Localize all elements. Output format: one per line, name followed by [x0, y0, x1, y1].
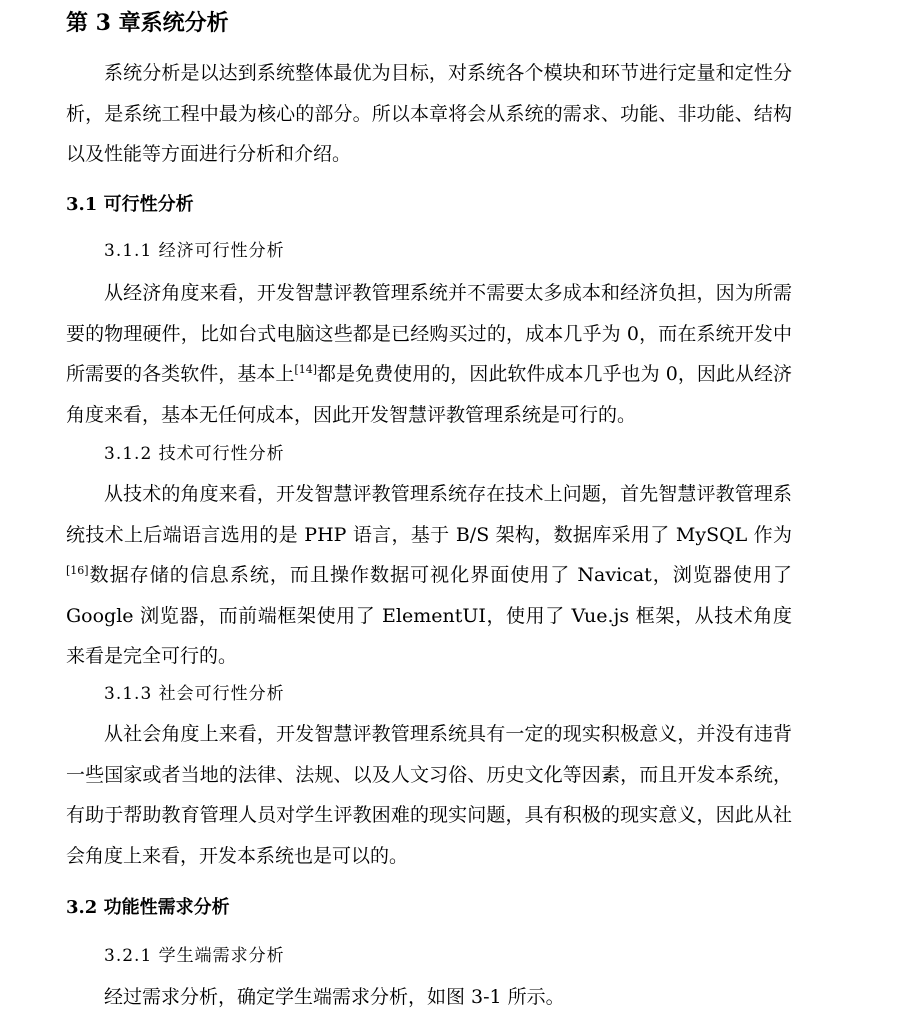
- economic-text-part-2: 都是免费使用的，因此软件成本几乎也为 0，因此从经济角度来看，基本无任何成本，因此开发智慧评教管理系统是可行的。: [66, 363, 792, 426]
- technical-feasibility-paragraph: [66, 474, 792, 677]
- economic-feasibility-paragraph: [66, 273, 792, 435]
- citation-16: [16]: [66, 564, 89, 577]
- chapter-title: 第 3 章系统分析: [66, 10, 229, 36]
- technical-text-part-2: 数据存储的信息系统，而且操作数据可视化界面使用了 Navicat，浏览器使用了 Google 浏览器，而前端框架使用了 ElementUI，使用了 Vue.js 框架，从技术角度来看是完全可行的。: [66, 564, 792, 667]
- social-feasibility-paragraph: 从社会角度上来看，开发智慧评教管理系统具有一定的现实积极意义，并没有违背一些国家或者当地的法律、法规、以及人文习俗、历史文化等因素，而且开发本系统，有助于帮助教育管理人员对学生评教困难的现实问题，具有积极的现实意义，因此从社会角度上来看，开发本系统也是可以的。: [66, 723, 792, 867]
- subsection-title-3-1-1: 3.1.1 经济可行性分析: [104, 241, 285, 261]
- chapter-intro-paragraph: 系统分析是以达到系统整体最优为目标，对系统各个模块和环节进行定量和定性分析，是系统工程中最为核心的部分。所以本章将会从系统的需求、功能、非功能、结构以及性能等方面进行分析和介绍。: [66, 62, 792, 165]
- section-title-3-1: 3.1 可行性分析: [66, 194, 194, 215]
- subsection-title-3-1-3: 3.1.3 社会可行性分析: [104, 684, 285, 704]
- subsection-title-3-1-2: 3.1.2 技术可行性分析: [104, 444, 285, 464]
- subsection-title-3-2-1: 3.2.1 学生端需求分析: [104, 946, 285, 966]
- technical-text-part-1: 从技术的角度来看，开发智慧评教管理系统存在技术上问题，首先智慧评教管理系统技术上后端语言选用的是 PHP 语言，基于 B/S 架构，数据库采用了 MySQL 作为: [66, 483, 792, 546]
- citation-14: [14]: [294, 363, 317, 376]
- student-requirements-paragraph: 经过需求分析，确定学生端需求分析，如图 3-1 所示。: [104, 986, 565, 1008]
- economic-text-part-1: 从经济角度来看，开发智慧评教管理系统并不需要太多成本和经济负担，因为所需要的物理硬件，比如台式电脑这些都是已经购买过的，成本几乎为 0，而在系统开发中所需要的各类软件，基本上: [66, 282, 792, 385]
- section-title-3-2: 3.2 功能性需求分析: [66, 897, 230, 918]
